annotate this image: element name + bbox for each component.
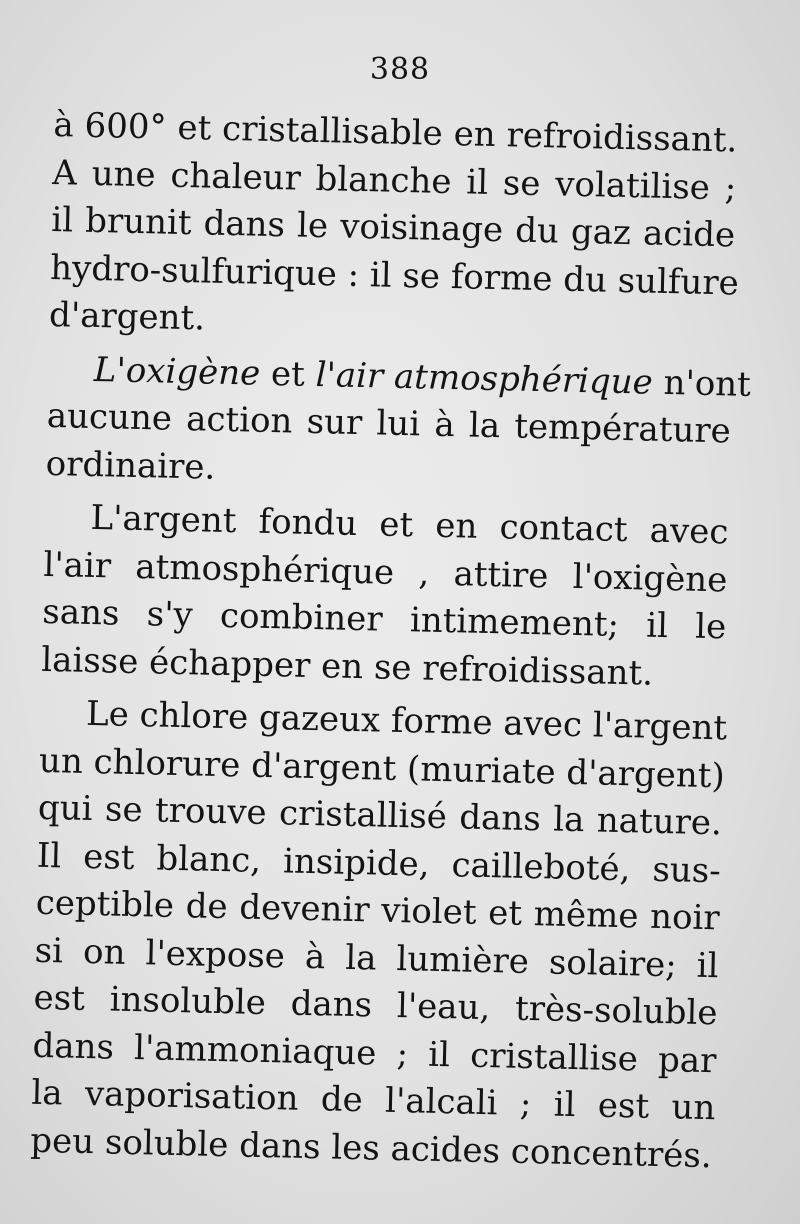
text-line: peu soluble dans les acides concentrés. bbox=[29, 1120, 713, 1176]
page-number: 388 bbox=[369, 52, 431, 87]
paragraph-1 bbox=[49, 102, 738, 355]
text-line: un chlorure d'argent (muriate d'argent) bbox=[38, 740, 726, 796]
text-line: qui se trouve cristallisé dans la nature. bbox=[37, 787, 723, 844]
italic-term-oxigene: L'oxigène bbox=[93, 349, 261, 394]
paragraph-4 bbox=[29, 690, 728, 1180]
text-line: il brunit dans le voisinage du gaz acide bbox=[50, 199, 736, 256]
text-line: laisse échapper en se refroidissant. bbox=[40, 639, 654, 694]
text-line: sans s'y combiner intimement; il le bbox=[41, 591, 727, 648]
text-line: la vaporisation de l'alcali ; il est un bbox=[31, 1072, 716, 1129]
text-line: l'air atmosphérique , attire l'oxigène bbox=[43, 544, 728, 600]
text-line: ceptible de devenir violet et même noir bbox=[35, 882, 721, 939]
body-text bbox=[29, 102, 752, 1180]
text-line: aucune action sur lui à la température bbox=[46, 395, 732, 452]
text-line: hydro-sulfurique : il se forme du sulfure bbox=[49, 247, 740, 304]
paragraph-3 bbox=[41, 494, 729, 699]
italic-term-air: l'air atmosphérique bbox=[315, 354, 654, 403]
text-fragment: et bbox=[259, 353, 317, 395]
text-line: si on l'expose à la lumière solaire; il bbox=[34, 930, 720, 986]
text-line: d'argent. bbox=[48, 294, 206, 339]
text-line: A une chaleur blanche il se volatilise ; bbox=[51, 152, 737, 208]
text-line: à 600° et cristallisable en refroidissant. bbox=[53, 104, 738, 161]
text-line: Il est blanc, insipide, caillebοté, sus- bbox=[36, 835, 722, 891]
text-line: dans l'ammoniaque ; il cristallise par bbox=[32, 1025, 717, 1081]
text-fragment: n'ont bbox=[652, 362, 752, 405]
text-line: Le chlore gazeux forme avec l'argent bbox=[85, 693, 728, 749]
paragraph-2 bbox=[45, 345, 752, 503]
text-line: est insoluble dans l'eau, très-soluble bbox=[33, 977, 718, 1034]
text-line: L'argent fondu et en contact avec bbox=[90, 497, 729, 553]
text-line: ordinaire. bbox=[45, 443, 216, 488]
